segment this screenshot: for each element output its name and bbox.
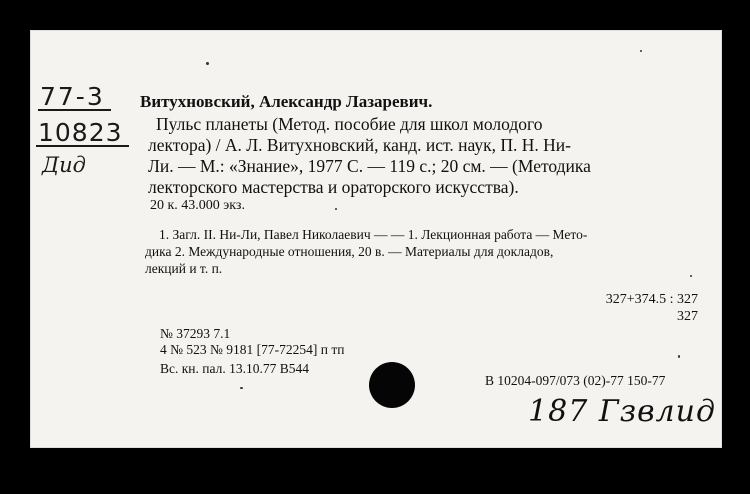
catalog-card bbox=[30, 30, 722, 448]
title-line: Ли. — М.: «Знание», 1977 С. — 119 с.; 20 см. — (Методика bbox=[148, 156, 591, 176]
bibliographic-description bbox=[140, 114, 720, 198]
subject-line: дика 2. Международные отношения, 20 в. — Материалы для докладов, bbox=[145, 244, 554, 259]
speck bbox=[678, 355, 680, 358]
title-line: лекторского мастерства и ораторского искусства). bbox=[148, 177, 519, 197]
speck bbox=[690, 275, 692, 277]
handwritten-note: Дид bbox=[42, 153, 86, 177]
handwritten-signature: 187 Гзвлид bbox=[528, 394, 716, 429]
author-heading: Витухновский, Александр Лазаревич. bbox=[140, 92, 433, 111]
subject-line: 1. Загл. II. Ни-Ли, Павел Николаевич — — 1. Лекционная работа — Мето- bbox=[159, 227, 588, 242]
subject-headings bbox=[145, 226, 720, 277]
speck bbox=[640, 50, 642, 52]
title-line: Пульс планеты (Метод. пособие для школ молодого bbox=[156, 114, 543, 134]
speck bbox=[240, 387, 243, 389]
shelfmark-top: 77-3 bbox=[40, 82, 105, 111]
record-number: № 37293 7.1 bbox=[160, 326, 231, 341]
catalog-code: В 10204-097/073 (02)-77 150-77 bbox=[485, 373, 666, 388]
speck bbox=[206, 62, 209, 65]
punch-hole bbox=[369, 362, 415, 408]
udc-classification: 327+374.5 : 327 bbox=[605, 292, 698, 307]
shelfmark-bottom: 10823 bbox=[38, 118, 123, 147]
record-number: 4 № 523 № 9181 [77-72254] п тп bbox=[160, 342, 345, 357]
price-print-run: 20 к. 43.000 экз. bbox=[150, 198, 245, 213]
speck bbox=[335, 208, 337, 210]
title-line: лектора) / А. Л. Витухновский, канд. ист. наук, П. Н. Ни- bbox=[148, 135, 571, 155]
record-number: Вс. кн. пал. 13.10.77 В544 bbox=[160, 361, 309, 376]
subject-line: лекций и т. п. bbox=[145, 261, 223, 276]
udc-classification-secondary: 327 bbox=[677, 309, 698, 324]
